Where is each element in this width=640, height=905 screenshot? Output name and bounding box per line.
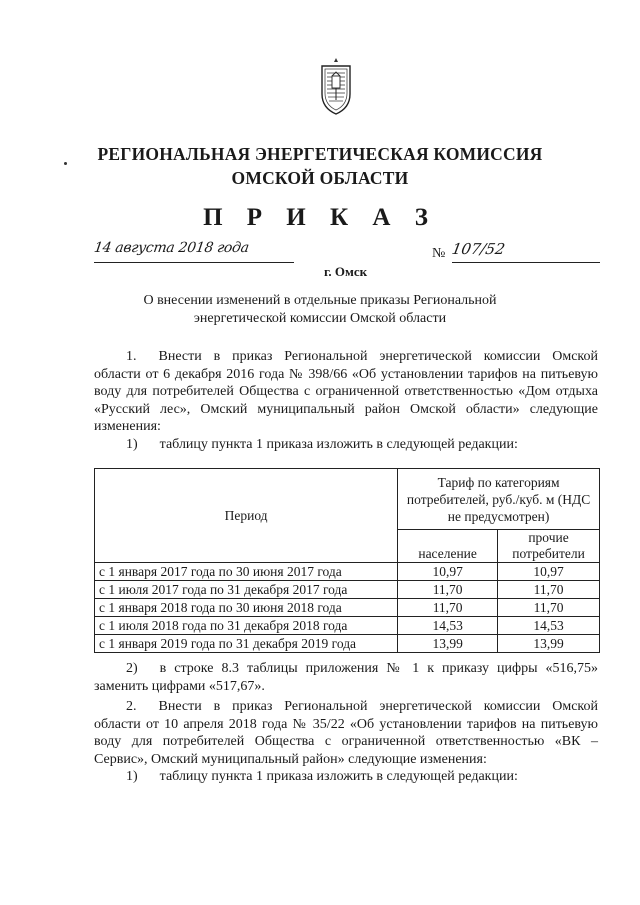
paragraph-2 bbox=[94, 698, 598, 768]
cell-period: с 1 июля 2017 года по 31 декабря 2017 года bbox=[95, 581, 398, 599]
cell-population: 11,70 bbox=[398, 599, 498, 617]
paragraph-1-2-text: в строке 8.3 таблицы приложения № 1 к приказу цифры «516,75» заменить цифрами «517,67». bbox=[94, 661, 598, 694]
paragraph-2-1-number: 1) bbox=[126, 769, 138, 784]
tariff-table bbox=[94, 468, 600, 653]
paragraph-1-1-text: таблицу пункта 1 приказа изложить в следующей редакции: bbox=[159, 437, 518, 452]
org-name-line2: ОМСКОЙ ОБЛАСТИ bbox=[231, 168, 409, 188]
handwritten-date: 14 августа 2018 года bbox=[92, 240, 250, 256]
table-row bbox=[95, 599, 600, 617]
table-row bbox=[95, 635, 600, 653]
table-row bbox=[95, 563, 600, 581]
number-sign: № bbox=[432, 246, 446, 261]
table-row bbox=[95, 617, 600, 635]
paragraph-2-text: Внести в приказ Региональной энергетической комиссии Омской области от 10 апреля 2018 года № 35/22 «Об установлении тарифов на питьевую воду для потребителей Общества с ограниченной ответственностью «ВК – Сервис», Омский муниципальный район» следующие изменения: bbox=[94, 699, 598, 767]
paragraph-2-1 bbox=[94, 768, 598, 786]
cell-population: 10,97 bbox=[398, 563, 498, 581]
cell-period: с 1 января 2017 года по 30 июня 2017 года bbox=[95, 563, 398, 581]
subject-line2: энергетической комиссии Омской области bbox=[193, 311, 447, 326]
paragraph-1 bbox=[94, 348, 598, 436]
cell-other: 10,97 bbox=[498, 563, 600, 581]
date-underline bbox=[94, 262, 294, 263]
cell-period: с 1 июля 2018 года по 31 декабря 2018 года bbox=[95, 617, 398, 635]
table-row bbox=[95, 581, 600, 599]
header-other-consumers: прочие потребители bbox=[498, 530, 600, 563]
cell-population: 14,53 bbox=[398, 617, 498, 635]
paragraph-1-2 bbox=[94, 660, 598, 695]
header-period: Период bbox=[95, 469, 398, 563]
paragraph-1-2-number: 2) bbox=[126, 661, 138, 676]
paragraph-1-1-number: 1) bbox=[126, 437, 138, 452]
order-subject bbox=[0, 292, 640, 328]
cell-other: 11,70 bbox=[498, 599, 600, 617]
paragraph-2-number: 2. bbox=[126, 699, 137, 714]
cell-other: 11,70 bbox=[498, 581, 600, 599]
document-type-title: П Р И К А З bbox=[203, 204, 437, 231]
city-label: г. Омск bbox=[324, 264, 368, 279]
cell-period: с 1 января 2018 года по 30 июня 2018 года bbox=[95, 599, 398, 617]
coat-of-arms-emblem bbox=[318, 56, 354, 116]
header-tariff: Тариф по категориям потребителей, руб./куб. м (НДС не предусмотрен) bbox=[398, 469, 600, 530]
cell-population: 11,70 bbox=[398, 581, 498, 599]
cell-period: с 1 января 2019 года по 31 декабря 2019 года bbox=[95, 635, 398, 653]
paragraph-2-1-text: таблицу пункта 1 приказа изложить в следующей редакции: bbox=[159, 769, 518, 784]
org-name-line1: РЕГИОНАЛЬНАЯ ЭНЕРГЕТИЧЕСКАЯ КОМИССИЯ bbox=[97, 144, 543, 164]
cell-population: 13,99 bbox=[398, 635, 498, 653]
handwritten-order-number: 107/52 bbox=[450, 240, 507, 258]
header-population: население bbox=[398, 530, 498, 563]
table-header-row bbox=[95, 469, 600, 530]
cell-other: 13,99 bbox=[498, 635, 600, 653]
subject-line1: О внесении изменений в отдельные приказы Региональной bbox=[143, 293, 497, 308]
cell-other: 14,53 bbox=[498, 617, 600, 635]
paragraph-1-number: 1. bbox=[126, 349, 137, 364]
number-underline bbox=[452, 262, 600, 263]
paragraph-1-text: Внести в приказ Региональной энергетической комиссии Омской области от 6 декабря 2016 года № 398/66 «Об установлении тарифов на питьевую воду для потребителей Общества с ограниченной ответственностью «Дом отдыха «Русский лес», Омский муниципальный район Омской области» следующие изменения: bbox=[94, 349, 598, 434]
paragraph-1-1 bbox=[94, 436, 598, 454]
